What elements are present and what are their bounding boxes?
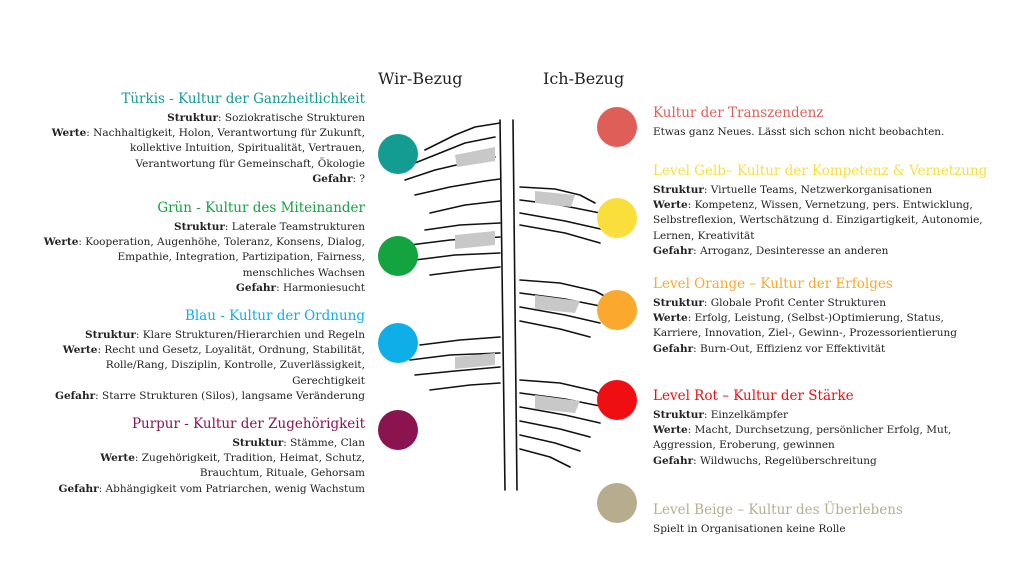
gruen-line-text: Empathie, Integration, Partizipation, Fairness,	[117, 251, 365, 264]
purpur-line-label: Werte	[100, 452, 135, 465]
gruen-title: Grün - Kultur des Miteinander	[157, 200, 365, 216]
gelb-line-label: Werte	[653, 199, 688, 212]
block-blau	[5, 307, 365, 404]
gruen-line-text: : Harmoniesucht	[276, 281, 365, 294]
purpur-line-label: Gefahr	[58, 482, 99, 495]
purpur-line-text: Brauchtum, Rituale, Gehorsam	[199, 467, 365, 480]
tuerkis-line	[5, 172, 365, 187]
blau-title: Blau - Kultur der Ordnung	[184, 308, 365, 324]
gruen-line	[5, 266, 365, 281]
blau-line-text: Gerechtigkeit	[292, 374, 365, 387]
purpur-line-text: : Zugehörigkeit, Tradition, Heimat, Schutz,	[134, 452, 365, 465]
gelb-line-text: Selbstreflexion, Wertschätzung d. Einzigartigkeit, Autonomie,	[653, 214, 983, 227]
orange-title: Level Orange – Kultur der Erfolges	[653, 276, 893, 292]
tuerkis-line-text: Verantwortung für Gemeinschaft, Ökologie	[135, 157, 365, 170]
orange-line-text: : Globale Profit Center Strukturen	[703, 297, 887, 309]
blau-line-label: Werte	[62, 344, 98, 357]
rot-line-label: Struktur	[653, 409, 704, 421]
tuerkis-line-text: : Nachhaltigkeit, Holon, Verantwortung für Zukunft,	[86, 127, 365, 140]
purpur-line-label: Struktur	[232, 437, 284, 449]
orange-line-text: Karriere, Innovation, Ziel-, Gewinn-, Prozessorientierung	[653, 327, 957, 340]
rot-line	[653, 438, 1013, 453]
blau-line	[5, 343, 365, 358]
tuerkis-line-text: : ?	[352, 172, 365, 185]
rot-line	[653, 454, 1013, 469]
rot-line-label: Gefahr	[653, 454, 694, 467]
orange-dot	[597, 290, 637, 330]
gruen-line-text: menschliches Wachsen	[242, 266, 365, 279]
gruen-line	[5, 220, 365, 235]
gelb-line-label: Gefahr	[653, 244, 694, 257]
tuerkis-title: Türkis - Kultur der Ganzheitlichkeit	[121, 91, 365, 107]
gruen-line	[5, 250, 365, 265]
blau-line-label: Struktur	[85, 329, 136, 341]
gruen-line	[5, 281, 365, 296]
gruen-dot	[378, 236, 418, 276]
gelb-title: Level Gelb– Kultur der Kompetenz & Vernetzung	[653, 163, 988, 179]
spiral-staircase-illustration	[395, 95, 625, 495]
beige-title: Level Beige – Kultur des Überlebens	[653, 502, 903, 518]
blau-line-text: : Klare Strukturen/Hierarchien und Regeln	[135, 329, 365, 341]
block-gruen	[5, 199, 365, 296]
purpur-title: Purpur - Kultur der Zugehörigkeit	[131, 416, 365, 432]
blau-line-text: Rolle/Rang, Disziplin, Kontrolle, Zuverlässigkeit,	[105, 359, 365, 372]
purpur-line	[5, 482, 365, 497]
blau-line	[5, 328, 365, 343]
gruen-line-text: : Laterale Teamstrukturen	[224, 221, 365, 233]
rot-line	[653, 423, 1013, 438]
rot-line-text: : Macht, Durchsetzung, persönlicher Erfolg, Mut,	[687, 424, 952, 437]
blau-line-text: : Recht und Gesetz, Loyalität, Ordnung, Stabilität,	[97, 344, 365, 357]
beige-line	[653, 522, 1013, 537]
gelb-line	[653, 183, 1013, 198]
orange-line-label: Struktur	[653, 297, 704, 309]
gruen-line-label: Gefahr	[235, 281, 277, 294]
rot-line-text: : Einzelkämpfer	[703, 409, 789, 421]
orange-line	[653, 311, 1013, 326]
gelb-line-text: : Kompetenz, Wissen, Vernetzung, pers. Entwicklung,	[687, 199, 973, 212]
tuerkis-line-text: kollektive Intuition, Spiritualität, Vertrauen,	[129, 142, 365, 155]
orange-line	[653, 326, 1013, 341]
tuerkis-line	[5, 157, 365, 172]
blau-line	[5, 389, 365, 404]
transzendenz-line-text: Etwas ganz Neues. Lässt sich schon nicht beobachten.	[653, 126, 945, 138]
purpur-dot	[378, 410, 418, 450]
gelb-line	[653, 213, 1013, 228]
tuerkis-line-label: Struktur	[167, 112, 219, 124]
gelb-line-text: : Arroganz, Desinteresse an anderen	[693, 244, 889, 257]
tuerkis-line-text: : Soziokratische Strukturen	[218, 112, 365, 124]
blau-line	[5, 374, 365, 389]
gelb-line	[653, 198, 1013, 213]
orange-line-text: : Erfolg, Leistung, (Selbst-)Optimierung, Status,	[687, 312, 944, 325]
gruen-line	[5, 235, 365, 250]
gelb-line-label: Struktur	[653, 184, 704, 196]
block-purpur	[5, 415, 365, 497]
rot-dot	[597, 380, 637, 420]
block-beige	[653, 501, 1013, 537]
block-gelb	[653, 162, 1013, 259]
purpur-line	[5, 451, 365, 466]
header-wir-bezug: Wir-Bezug	[378, 69, 463, 88]
tuerkis-dot	[378, 134, 418, 174]
transzendenz-line	[653, 125, 1013, 140]
rot-line	[653, 408, 1013, 423]
rot-line-label: Werte	[653, 424, 688, 437]
tuerkis-line	[5, 141, 365, 156]
blau-line-label: Gefahr	[55, 389, 96, 402]
blau-dot	[378, 323, 418, 363]
orange-line-label: Gefahr	[653, 342, 694, 355]
gelb-line	[653, 229, 1013, 244]
rot-line-text: : Wildwuchs, Regelüberschreitung	[693, 454, 877, 467]
orange-line	[653, 342, 1013, 357]
tuerkis-line	[5, 111, 365, 126]
transzendenz-dot	[597, 107, 637, 147]
purpur-line-text: : Stämme, Clan	[283, 437, 365, 449]
rot-title: Level Rot – Kultur der Stärke	[653, 388, 854, 404]
orange-line-text: : Burn-Out, Effizienz vor Effektivität	[693, 342, 886, 355]
purpur-line	[5, 466, 365, 481]
gelb-line	[653, 244, 1013, 259]
gelb-line-text: Lernen, Kreativität	[653, 229, 755, 242]
tuerkis-line-label: Werte	[51, 127, 87, 140]
gruen-line-label: Werte	[43, 236, 79, 249]
blau-line-text: : Starre Strukturen (Silos), langsame Veränderung	[95, 389, 365, 402]
block-transzendenz	[653, 104, 1013, 140]
orange-line	[653, 296, 1013, 311]
blau-line	[5, 358, 365, 373]
purpur-line-text: : Abhängigkeit vom Patriarchen, wenig Wachstum	[98, 482, 365, 495]
orange-line-label: Werte	[653, 312, 688, 325]
tuerkis-line-label: Gefahr	[312, 172, 353, 185]
header-ich-bezug: Ich-Bezug	[543, 69, 625, 88]
transzendenz-title: Kultur der Transzendenz	[653, 105, 824, 121]
tuerkis-line	[5, 126, 365, 141]
gruen-line-text: : Kooperation, Augenhöhe, Toleranz, Konsens, Dialog,	[78, 236, 365, 249]
block-rot	[653, 387, 1013, 469]
purpur-line	[5, 436, 365, 451]
block-orange	[653, 275, 1013, 357]
rot-line-text: Aggression, Eroberung, gewinnen	[653, 439, 835, 452]
beige-dot	[597, 483, 637, 523]
gruen-line-label: Struktur	[174, 221, 225, 233]
gelb-dot	[597, 198, 637, 238]
gelb-line-text: : Virtuelle Teams, Netzwerkorganisationen	[703, 184, 933, 196]
block-tuerkis	[5, 90, 365, 187]
beige-line-text: Spielt in Organisationen keine Rolle	[653, 523, 846, 535]
